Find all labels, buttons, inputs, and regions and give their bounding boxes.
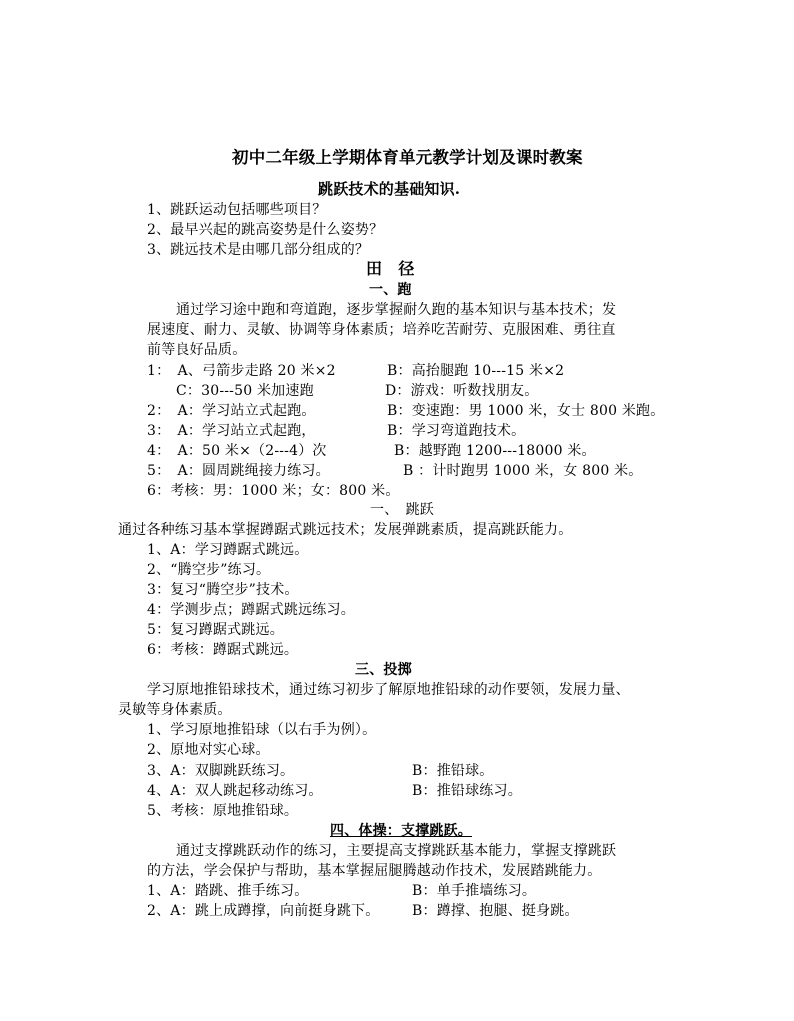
question-2: 2、最早兴起的跳高姿势是什么姿势？ [147, 222, 384, 238]
run-heading: 一、跑 [369, 282, 412, 298]
gym-row-b: B：蹲撑、抱腿、挺身跳。 [412, 903, 579, 919]
section-title-track: 田 径 [366, 259, 415, 278]
throw-item: 1、学习原地推铅球（以右手为例）。 [147, 722, 377, 738]
run-row-b: B：越野跑 1200---18000 米。 [394, 443, 596, 459]
gym-intro-line: 的方法，学会保护与帮助，基本掌握屈腿腾越动作技术，发展踏跳能力。 [147, 863, 602, 879]
run-row-a: 1： A、弓箭步走路 20 米×2 [147, 363, 336, 379]
gym-heading: 四、体操：支撑跳跃。 [330, 823, 472, 839]
gym-intro-line: 通过支撑跳跃动作的练习，主要提高支撑跳跃基本能力，掌握支撑跳跃 [176, 843, 617, 859]
run-row-a: 4： A：50 米×（2---4）次 [147, 443, 327, 459]
jump-intro: 通过各种练习基本掌握蹲踞式跳远技术；发展弹跳素质，提高跳跃能力。 [118, 522, 573, 538]
run-row-b: D：游戏：听数找朋友。 [385, 383, 539, 399]
throw-row-a: 4、A：双人跳起移动练习。 [147, 783, 323, 799]
run-intro-line: 前等良好品质。 [147, 342, 247, 358]
run-row-a: 5： A：圆周跳绳接力练习。 [147, 463, 330, 479]
jump-item: 4：学测步点；蹲踞式跳远练习。 [147, 602, 355, 618]
run-row-a: 2： A：学习站立式起跑。 [147, 403, 316, 419]
run-intro-line: 展速度、耐力、灵敏、协调等身体素质；培养吃苦耐劳、克服困难、勇往直 [147, 322, 616, 338]
run-row-b: B ：计时跑男 1000 米，女 800 米。 [403, 463, 643, 479]
run-row-b: B：学习弯道跑技术。 [387, 423, 526, 439]
run-row-b: B：变速跑：男 1000 米，女士 800 米跑。 [387, 403, 665, 419]
throw-row-b: B：推铅球。 [412, 763, 494, 779]
throw-item: 2、原地对实心球。 [147, 742, 270, 758]
question-1: 1、跳跃运动包括哪些项目？ [147, 202, 327, 218]
run-row-b: B：高抬腿跑 10---15 米×2 [387, 363, 565, 379]
run-row-a: C：30---50 米加速跑 [176, 383, 314, 399]
jump-item: 2、“腾空步”练习。 [147, 562, 271, 578]
throw-intro-line: 灵敏等身体素质。 [118, 702, 232, 718]
gym-row-b: B：单手推墙练习。 [412, 883, 537, 899]
document-subtitle: 跳跃技术的基础知识. [318, 180, 461, 198]
throw-exam: 5、考核：原地推铅球。 [147, 803, 299, 819]
throw-row-a: 3、A：双脚跳跃练习。 [147, 763, 295, 779]
jump-heading: 一、 跳跃 [370, 502, 434, 518]
throw-intro-line: 学习原地推铅球技术，通过练习初步了解原地推铅球的动作要领，发展力量、 [147, 682, 630, 698]
jump-item: 3：复习“腾空步”技术。 [147, 582, 299, 598]
jump-item: 6：考核：蹲踞式跳远。 [147, 642, 299, 658]
throw-heading: 三、投掷 [355, 662, 412, 678]
run-intro-line: 通过学习途中跑和弯道跑，逐步掌握耐久跑的基本知识与基本技术；发 [176, 302, 617, 318]
run-row-a: 3： A：学习站立式起跑， [147, 423, 316, 439]
gym-row-a: 1、A：踏跳、推手练习。 [147, 883, 309, 899]
document-title: 初中二年级上学期体育单元教学计划及课时教案 [232, 148, 583, 167]
jump-item: 1、A：学习蹲踞式跳远。 [147, 542, 309, 558]
gym-row-a: 2、A：跳上成蹲撑，向前挺身跳下。 [147, 903, 380, 919]
jump-item: 5：复习蹲踞式跳远。 [147, 622, 284, 638]
question-3: 3、跳远技术是由哪几部分组成的？ [147, 242, 370, 258]
throw-row-b: B：推铅球练习。 [412, 783, 522, 799]
run-exam: 6：考核：男：1000 米；女：800 米。 [147, 483, 400, 499]
